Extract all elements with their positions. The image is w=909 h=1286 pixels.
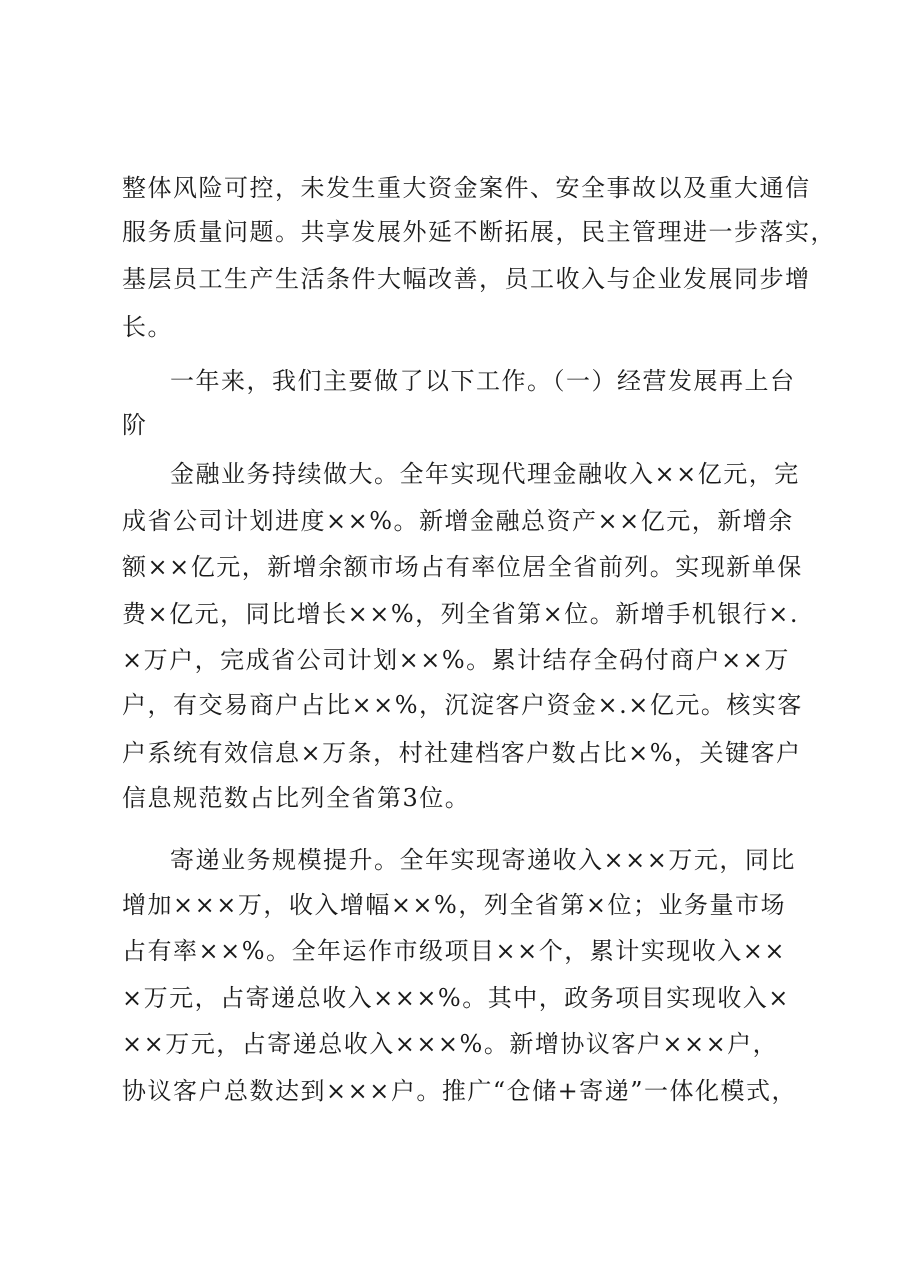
paragraph-3-line-8: 信息规范数占比列全省第3位。: [122, 784, 471, 812]
paragraph-4-line-5: ××万元，占寄递总收入×××%。新增协议客户×××户，: [122, 1030, 779, 1058]
paragraph-3-line-3: 额××亿元，新增余额市场占有率位居全省前列。实现新单保: [122, 553, 803, 581]
paragraph-3-line-1: 金融业务持续做大。全年实现代理金融收入××亿元，完: [170, 460, 800, 488]
paragraph-3-line-5: ×万户，完成省公司计划××%。累计结存全码付商户××万: [122, 646, 790, 674]
paragraph-1-line-4: 长。: [122, 313, 173, 341]
paragraph-4-line-6: 协议客户总数达到×××户。推广“仓储+寄递”一体化模式，: [122, 1077, 797, 1105]
paragraph-2-line-1: 一年来，我们主要做了以下工作。（一）经营发展再上台: [170, 367, 796, 395]
paragraph-4-line-1: 寄递业务规模提升。全年实现寄递收入×××万元，同比: [170, 846, 796, 874]
paragraph-3-line-7: 户系统有效信息×万条，村社建档客户数占比×%，关键客户: [122, 739, 802, 767]
paragraph-1-line-2: 服务质量问题。共享发展外延不断拓展，民主管理进一步落实，: [122, 218, 836, 246]
paragraph-2-line-2: 阶: [122, 411, 148, 439]
paragraph-3-line-6: 户，有交易商户占比××%，沉淀客户资金×.×亿元。核实客: [122, 691, 803, 719]
paragraph-4-line-3: 占有率××%。全年运作市级项目××个，累计实现收入××: [122, 937, 786, 965]
paragraph-3-line-2: 成省公司计划进度××%。新增金融总资产××亿元，新增余: [122, 507, 794, 535]
paragraph-1-line-1: 整体风险可控，未发生重大资金案件、安全事故以及重大通信: [122, 174, 811, 202]
paragraph-1-line-3: 基层员工生产生活条件大幅改善，员工收入与企业发展同步增: [122, 265, 811, 293]
paragraph-4-line-2: 增加×××万，收入增幅××%，列全省第×位；业务量市场: [122, 891, 786, 919]
paragraph-4-line-4: ×万元，占寄递总收入×××%。其中，政务项目实现收入×: [122, 984, 790, 1012]
paragraph-3-line-4: 费×亿元，同比增长××%，列全省第×位。新增手机银行×.: [122, 600, 799, 628]
